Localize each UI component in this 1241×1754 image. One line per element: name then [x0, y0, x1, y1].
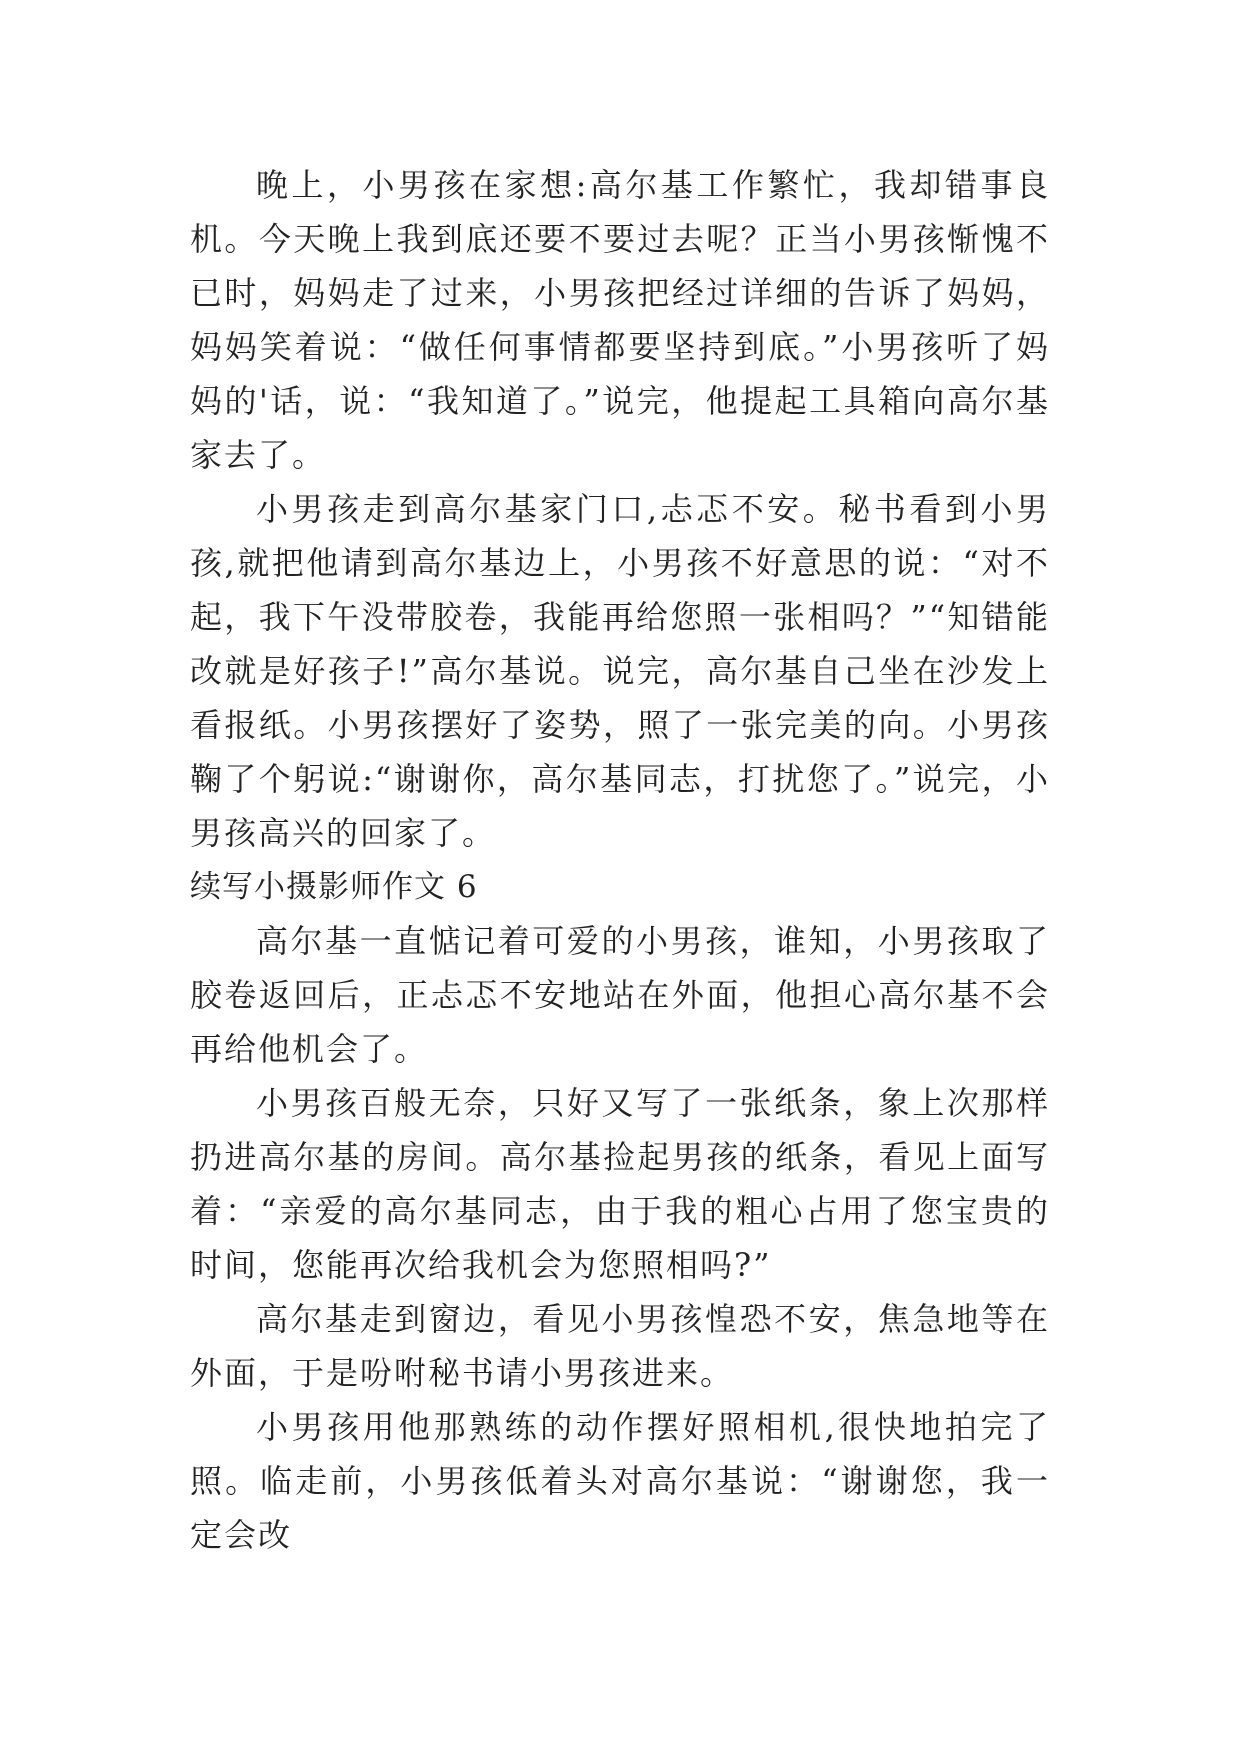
paragraph: 高尔基走到窗边，看见小男孩惶恐不安，焦急地等在外面，于是吩咐秘书请小男孩进来。	[190, 1300, 1050, 1392]
section-title: 续写小摄影师作文 6	[190, 869, 478, 905]
paragraph: 小男孩用他那熟练的动作摆好照相机,很快地拍完了照。临走前，小男孩低着头对高尔基说：“谢谢您，我一定会改	[190, 1408, 1050, 1554]
paragraph: 晚上，小男孩在家想:高尔基工作繁忙，我却错事良机。今天晚上我到底还要不要过去呢？正当小男孩惭愧不已时，妈妈走了过来，小男孩把经过详细的告诉了妈妈，妈妈笑着说：“做任何事情都要坚持到底。”小男孩听了妈妈的'话，说：“我知道了。”说完，他提起工具箱向高尔基家去了。	[190, 166, 1050, 474]
paragraph: 高尔基一直惦记着可爱的小男孩，谁知，小男孩取了胶卷返回后，正忐忑不安地站在外面，他担心高尔基不会再给他机会了。	[190, 922, 1050, 1068]
document-body	[190, 158, 1050, 1562]
paragraph: 小男孩走到高尔基家门口,忐忑不安。秘书看到小男孩,就把他请到高尔基边上，小男孩不好意思的说：“对不起，我下午没带胶卷，我能再给您照一张相吗？”“知错能改就是好孩子!”高尔基说。说完，高尔基自己坐在沙发上看报纸。小男孩摆好了姿势，照了一张完美的向。小男孩鞠了个躬说:“谢谢你，高尔基同志，打扰您了。”说完，小男孩高兴的回家了。	[190, 490, 1050, 852]
paragraph: 小男孩百般无奈，只好又写了一张纸条，象上次那样扔进高尔基的房间。高尔基捡起男孩的纸条，看见上面写着：“亲爱的高尔基同志，由于我的粗心占用了您宝贵的时间，您能再次给我机会为您照相吗?”	[190, 1084, 1050, 1284]
